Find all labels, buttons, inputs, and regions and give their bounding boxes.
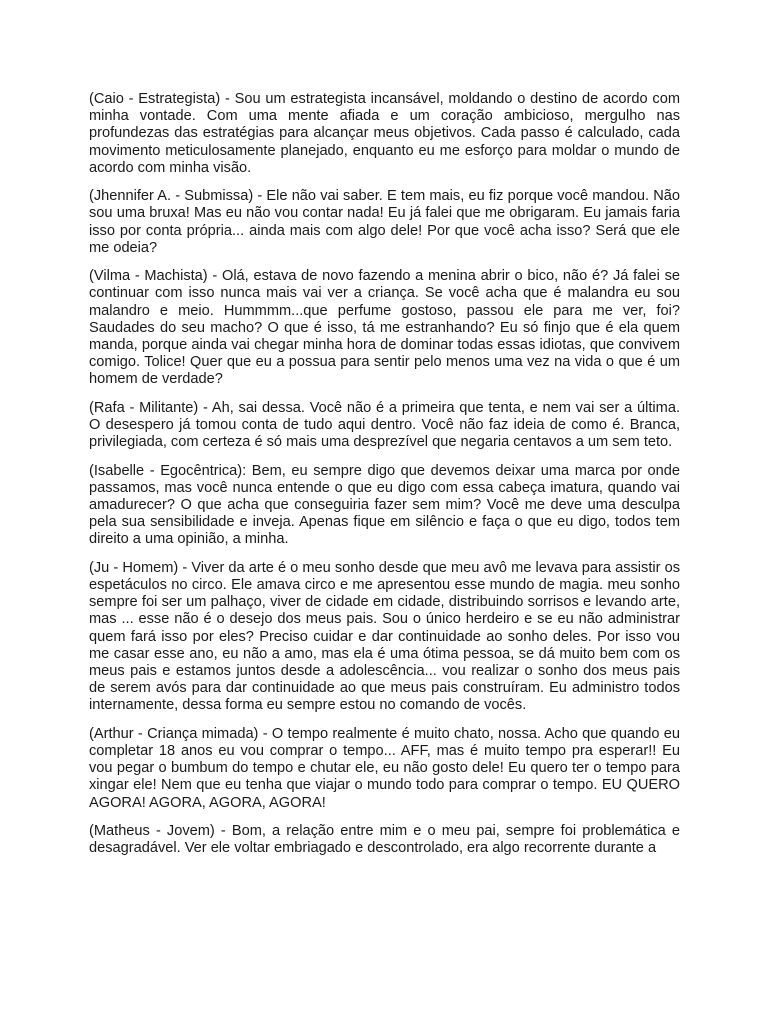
paragraph-vilma: (Vilma - Machista) - Olá, estava de novo fazendo a menina abrir o bico, não é? Já falei se continuar com isso nunca mais vai ver a criança. Se você acha que é malandra eu sou malandro e meio. Hummmm...que perfume gostoso, passou ele para me ver, foi? Saudades do seu macho? O que é isso, tá me estranhando? Eu só finjo que é ela quem manda, porque ainda vai chegar minha hora de dominar todas essas idiotas, que convivem comigo. Tolice! Quer que eu a possua para sentir pelo menos uma vez na vida o que é um homem de verdade? [89, 268, 680, 388]
paragraph-jhennifer: (Jhennifer A. - Submissa) - Ele não vai saber. E tem mais, eu fiz porque você mandou. Não sou uma bruxa! Mas eu não vou contar nada! Eu já falei que me obrigaram. Eu jamais faria isso por conta própria... ainda mais com algo dele! Por que você acha isso? Será que ele me odeia? [89, 188, 680, 256]
paragraph-matheus: (Matheus - Jovem) - Bom, a relação entre mim e o meu pai, sempre foi problemática e desagradável. Ver ele voltar embriagado e descontrolado, era algo recorrente durante a [89, 823, 680, 857]
document-page [89, 91, 680, 869]
paragraph-isabelle: (Isabelle - Egocêntrica): Bem, eu sempre digo que devemos deixar uma marca por onde passamos, mas você nunca entende o que eu digo com essa cabeça imatura, quando vai amadurecer? O que acha que conseguiria fazer sem mim? Você me deve uma desculpa pela sua sensibilidade e inveja. Apenas fique em silêncio e faça o que eu digo, todos tem direito a uma opinião, a minha. [89, 462, 680, 548]
paragraph-caio: (Caio - Estrategista) - Sou um estrategista incansável, moldando o destino de acordo com minha vontade. Com uma mente afiada e um coração ambicioso, mergulho nas profundezas das estratégias para alcançar meus objetivos. Cada passo é calculado, cada movimento meticulosamente planejado, enquanto eu me esforço para moldar o mundo de acordo com minha visão. [89, 91, 680, 176]
paragraph-arthur: (Arthur - Criança mimada) - O tempo realmente é muito chato, nossa. Acho que quando eu completar 18 anos eu vou comprar o tempo... AFF, mas é muito tempo pra esperar!! Eu vou pegar o bumbum do tempo e chutar ele, eu não gosto dele! Eu quero ter o tempo para xingar ele! Nem que eu tenha que viajar o mundo todo para comprar o tempo. EU QUERO AGORA! AGORA, AGORA, AGORA! [89, 725, 680, 811]
paragraph-rafa: (Rafa - Militante) - Ah, sai dessa. Você não é a primeira que tenta, e nem vai ser a última. O desespero já tomou conta de tudo aqui dentro. Você não faz ideia de como é. Branca, privilegiada, com certeza é só mais uma desprezível que negaria centavos a um sem teto. [89, 399, 680, 451]
paragraph-ju: (Ju - Homem) - Viver da arte é o meu sonho desde que meu avô me levava para assistir os espetáculos no circo. Ele amava circo e me apresentou esse mundo de magia. meu sonho sempre foi ser um palhaço, viver de cidade em cidade, distribuindo sorrisos e levando arte, mas ... esse não é o desejo dos meus pais. Sou o único herdeiro e se eu não administrar quem fará isso por eles? Preciso cuidar e dar continuidade ao sonho deles. Por isso vou me casar esse ano, eu não a amo, mas ela é uma ótima pessoa, se dá muito bem com os meus pais e estamos juntos desde a adolescência... vou realizar o sonho dos meus pais de serem avós para dar continuidade ao que meus pais construíram. Eu administro todos internamente, dessa forma eu sempre estou no comando de vocês. [89, 559, 680, 714]
